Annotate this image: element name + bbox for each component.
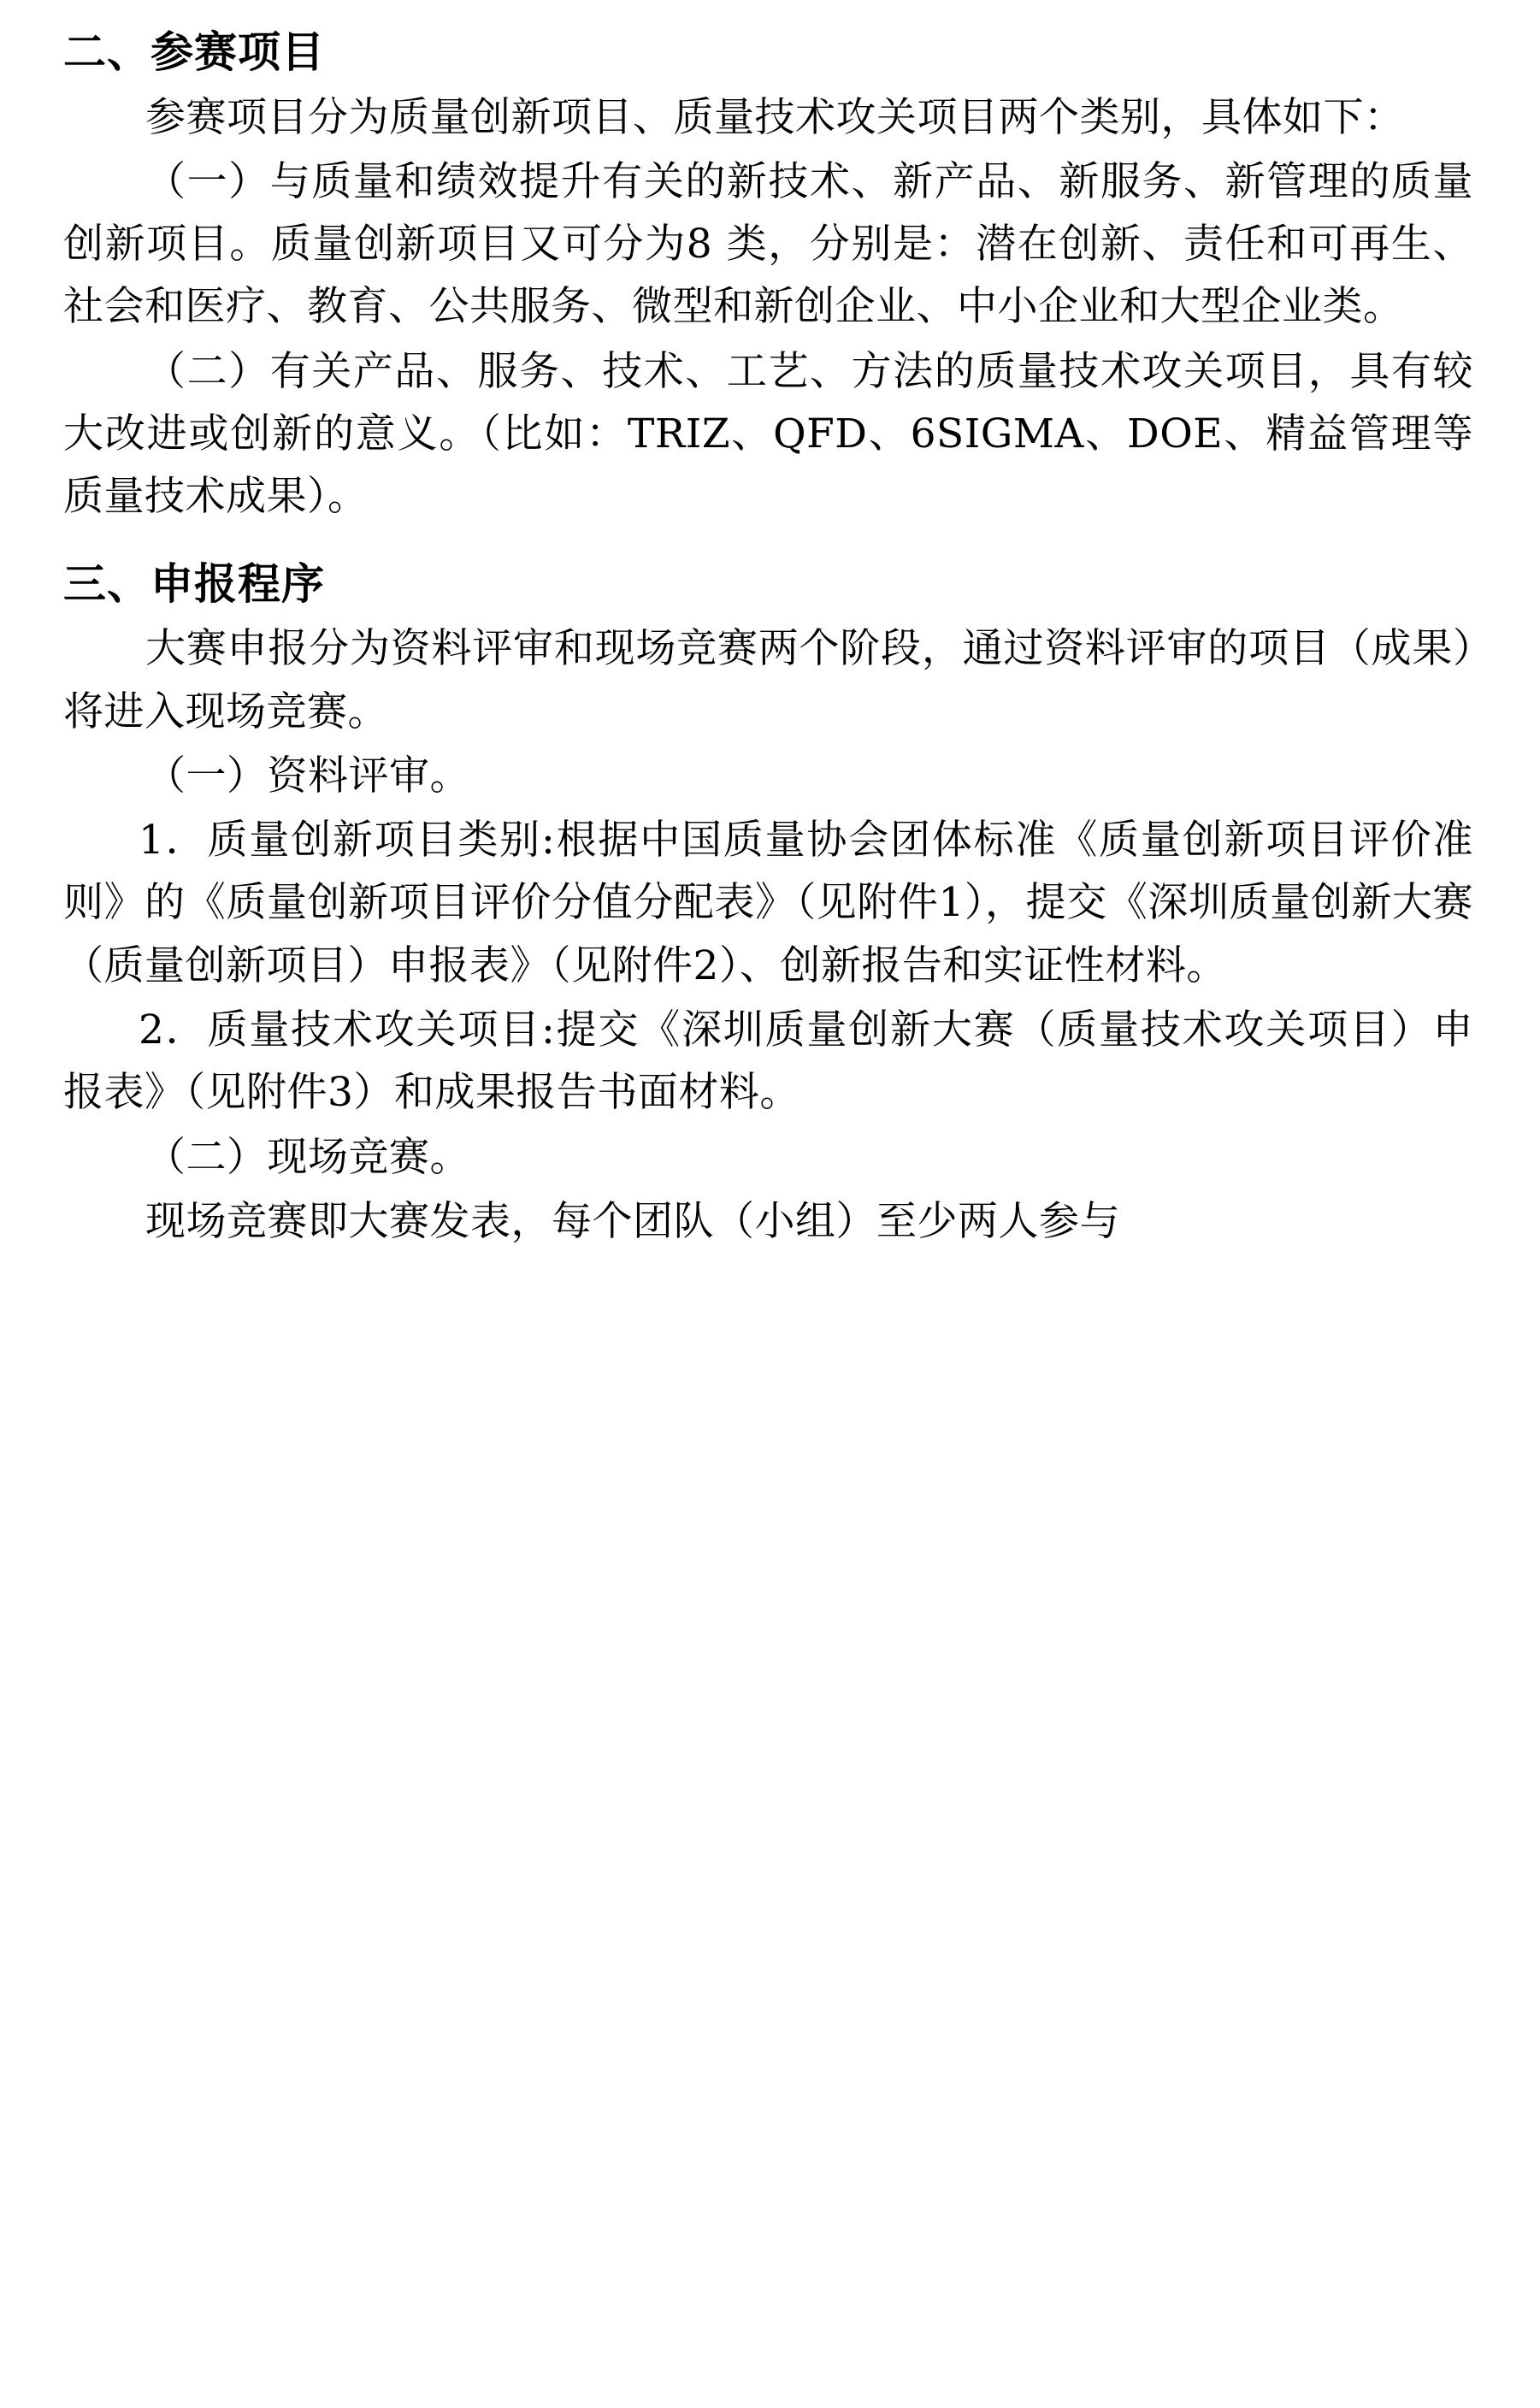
paragraph-material-review-title: （一）资料评审。 bbox=[145, 752, 470, 800]
section-heading-application-procedure: 三、申报程序 bbox=[63, 558, 325, 609]
paragraph-two-stages: 大赛申报分为资料评审和现场竞赛两个阶段，通过资料评审的项目（成果）将进入现场竞赛。 bbox=[63, 625, 1473, 735]
paragraph-category-two: （二）有关产品、服务、技术、工艺、方法的质量技术攻关项目，具有较大改进或创新的意义。（比如：TRIZ、QFD、6SIGMA、DOE、精益管理等质量技术成果）。 bbox=[63, 347, 1473, 521]
paragraph-onsite-competition-title: （二）现场竞赛。 bbox=[145, 1133, 470, 1181]
paragraph-onsite-competition-detail: 现场竞赛即大赛发表，每个团队（小组）至少两人参与 bbox=[145, 1198, 1120, 1245]
section-heading-participating-projects: 二、参赛项目 bbox=[63, 27, 325, 77]
paragraph-item-1-quality-innovation: 1．质量创新项目类别:根据中国质量协会团体标准《质量创新项目评价准则》的《质量创新项目评价分值分配表》（见附件1），提交《深圳质量创新大赛（质量创新项目）申报表》（见附件2）、创新报告和实证性材料。 bbox=[63, 817, 1473, 989]
paragraph-project-categories: 参赛项目分为质量创新项目、质量技术攻关项目两个类别，具体如下： bbox=[145, 93, 1405, 141]
paragraph-category-one: （一）与质量和绩效提升有关的新技术、新产品、新服务、新管理的质量创新项目。质量创新项目又可分为8 类，分别是：潜在创新、责任和可再生、社会和医疗、教育、公共服务、微型和新创企业、中小企业和大型企业类。 bbox=[63, 157, 1473, 331]
paragraph-item-2-technical-breakthrough: 2．质量技术攻关项目:提交《深圳质量创新大赛（质量技术攻关项目）申报表》（见附件3）和成果报告书面材料。 bbox=[63, 1006, 1473, 1117]
